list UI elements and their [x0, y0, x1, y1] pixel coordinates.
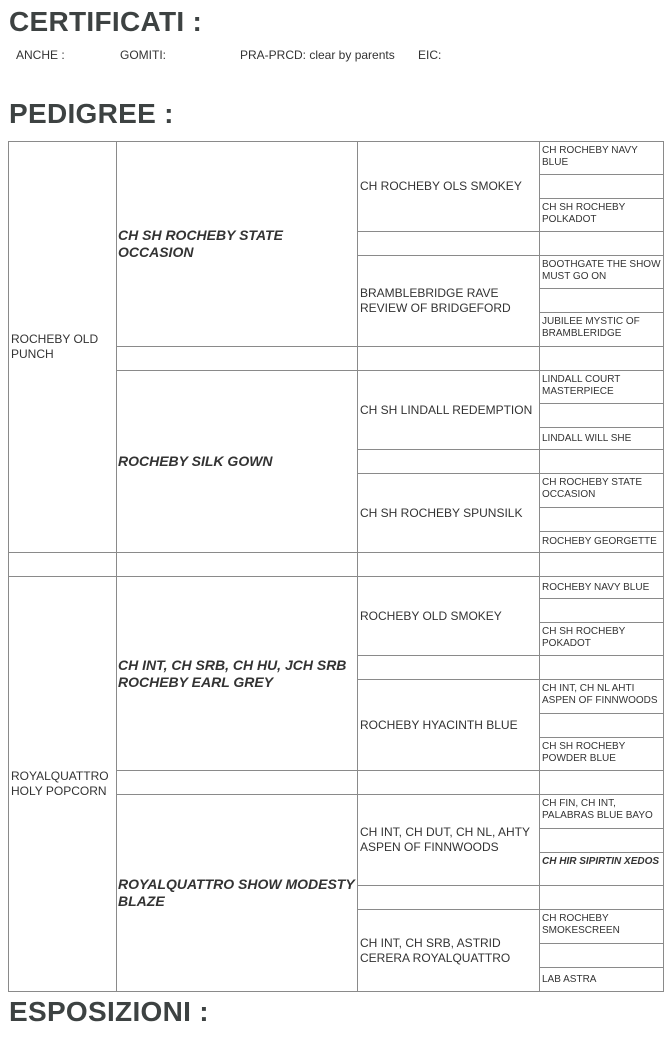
anche-label: ANCHE :: [16, 48, 65, 62]
gen3-cell: CH SH ROCHEBY SPUNSILK: [357, 473, 540, 553]
sire-dam-cell: ROCHEBY SILK GOWN: [116, 370, 358, 553]
gen3-cell: CH ROCHEBY OLS SMOKEY: [357, 141, 540, 232]
sire-cell: ROCHEBY OLD PUNCH: [8, 141, 117, 553]
empty-cell: [357, 449, 540, 474]
gen3-cell: ROCHEBY OLD SMOKEY: [357, 576, 540, 656]
pedigree-heading: PEDIGREE :: [9, 98, 174, 129]
empty-cell: [539, 943, 664, 968]
dam-cell: ROYALQUATTRO HOLY POPCORN: [8, 576, 117, 992]
gen4-cell: LINDALL COURT MASTERPIECE: [539, 370, 664, 404]
gen4-cell: CH SH ROCHEBY POWDER BLUE: [539, 737, 664, 771]
gen3-cell: BRAMBLEBRIDGE RAVE REVIEW OF BRIDGEFORD: [357, 255, 540, 347]
empty-cell: [357, 552, 540, 577]
gen4-cell: JUBILEE MYSTIC OF BRAMBLERIDGE: [539, 312, 664, 347]
dam-sire-cell: CH INT, CH SRB, CH HU, JCH SRB ROCHEBY EARL GREY: [116, 576, 358, 771]
gomiti-label: GOMITI:: [120, 48, 166, 62]
empty-cell: [539, 598, 664, 623]
empty-cell: [539, 231, 664, 256]
empty-cell: [539, 449, 664, 474]
empty-cell: [116, 552, 358, 577]
empty-cell: [357, 231, 540, 256]
gen3-cell: CH INT, CH SRB, ASTRID CERERA ROYALQUATTRO: [357, 909, 540, 992]
empty-cell: [116, 770, 358, 795]
gen4-cell: ROCHEBY GEORGETTE: [539, 531, 664, 553]
empty-cell: [539, 885, 664, 910]
gen4-cell: CH FIN, CH INT, PALABRAS BLUE BAYO: [539, 794, 664, 829]
empty-cell: [539, 403, 664, 428]
empty-cell: [539, 770, 664, 795]
empty-cell: [539, 288, 664, 313]
gen3-cell: CH SH LINDALL REDEMPTION: [357, 370, 540, 450]
gen4-cell: CH SH ROCHEBY POKADOT: [539, 622, 664, 656]
pra-prcd-label: PRA-PRCD: clear by parents: [240, 48, 395, 62]
gen4-cell: CH ROCHEBY SMOKESCREEN: [539, 909, 664, 944]
gen4-cell: CH ROCHEBY NAVY BLUE: [539, 141, 664, 175]
empty-cell: [539, 828, 664, 853]
empty-cell: [116, 346, 358, 371]
pedigree-table: [8, 141, 664, 992]
gen4-cell: ROCHEBY NAVY BLUE: [539, 576, 664, 599]
certificati-heading: CERTIFICATI :: [9, 6, 203, 37]
empty-cell: [357, 655, 540, 680]
empty-cell: [357, 885, 540, 910]
esposizioni-heading: ESPOSIZIONI :: [9, 996, 209, 1027]
empty-cell: [539, 507, 664, 532]
gen4-cell: LINDALL WILL SHE: [539, 427, 664, 450]
empty-cell: [539, 552, 664, 577]
empty-cell: [539, 174, 664, 199]
dam-dam-cell: ROYALQUATTRO SHOW MODESTY BLAZE: [116, 794, 358, 992]
gen4-cell: CH SH ROCHEBY POLKADOT: [539, 198, 664, 232]
empty-cell: [8, 552, 117, 577]
gen4-cell: BOOTHGATE THE SHOW MUST GO ON: [539, 255, 664, 289]
sire-sire-cell: CH SH ROCHEBY STATE OCCASION: [116, 141, 358, 347]
gen4-cell: CH HIR SIPIRTIN XEDOS: [539, 852, 664, 886]
gen4-cell: LAB ASTRA: [539, 967, 664, 992]
empty-cell: [357, 346, 540, 371]
empty-cell: [357, 770, 540, 795]
gen4-cell: CH ROCHEBY STATE OCCASION: [539, 473, 664, 508]
gen3-cell: ROCHEBY HYACINTH BLUE: [357, 679, 540, 771]
gen3-cell: CH INT, CH DUT, CH NL, AHTY ASPEN OF FINNWOODS: [357, 794, 540, 886]
empty-cell: [539, 655, 664, 680]
empty-cell: [539, 346, 664, 371]
gen4-cell: CH INT, CH NL AHTI ASPEN OF FINNWOODS: [539, 679, 664, 714]
empty-cell: [539, 713, 664, 738]
eic-label: EIC:: [418, 48, 442, 62]
